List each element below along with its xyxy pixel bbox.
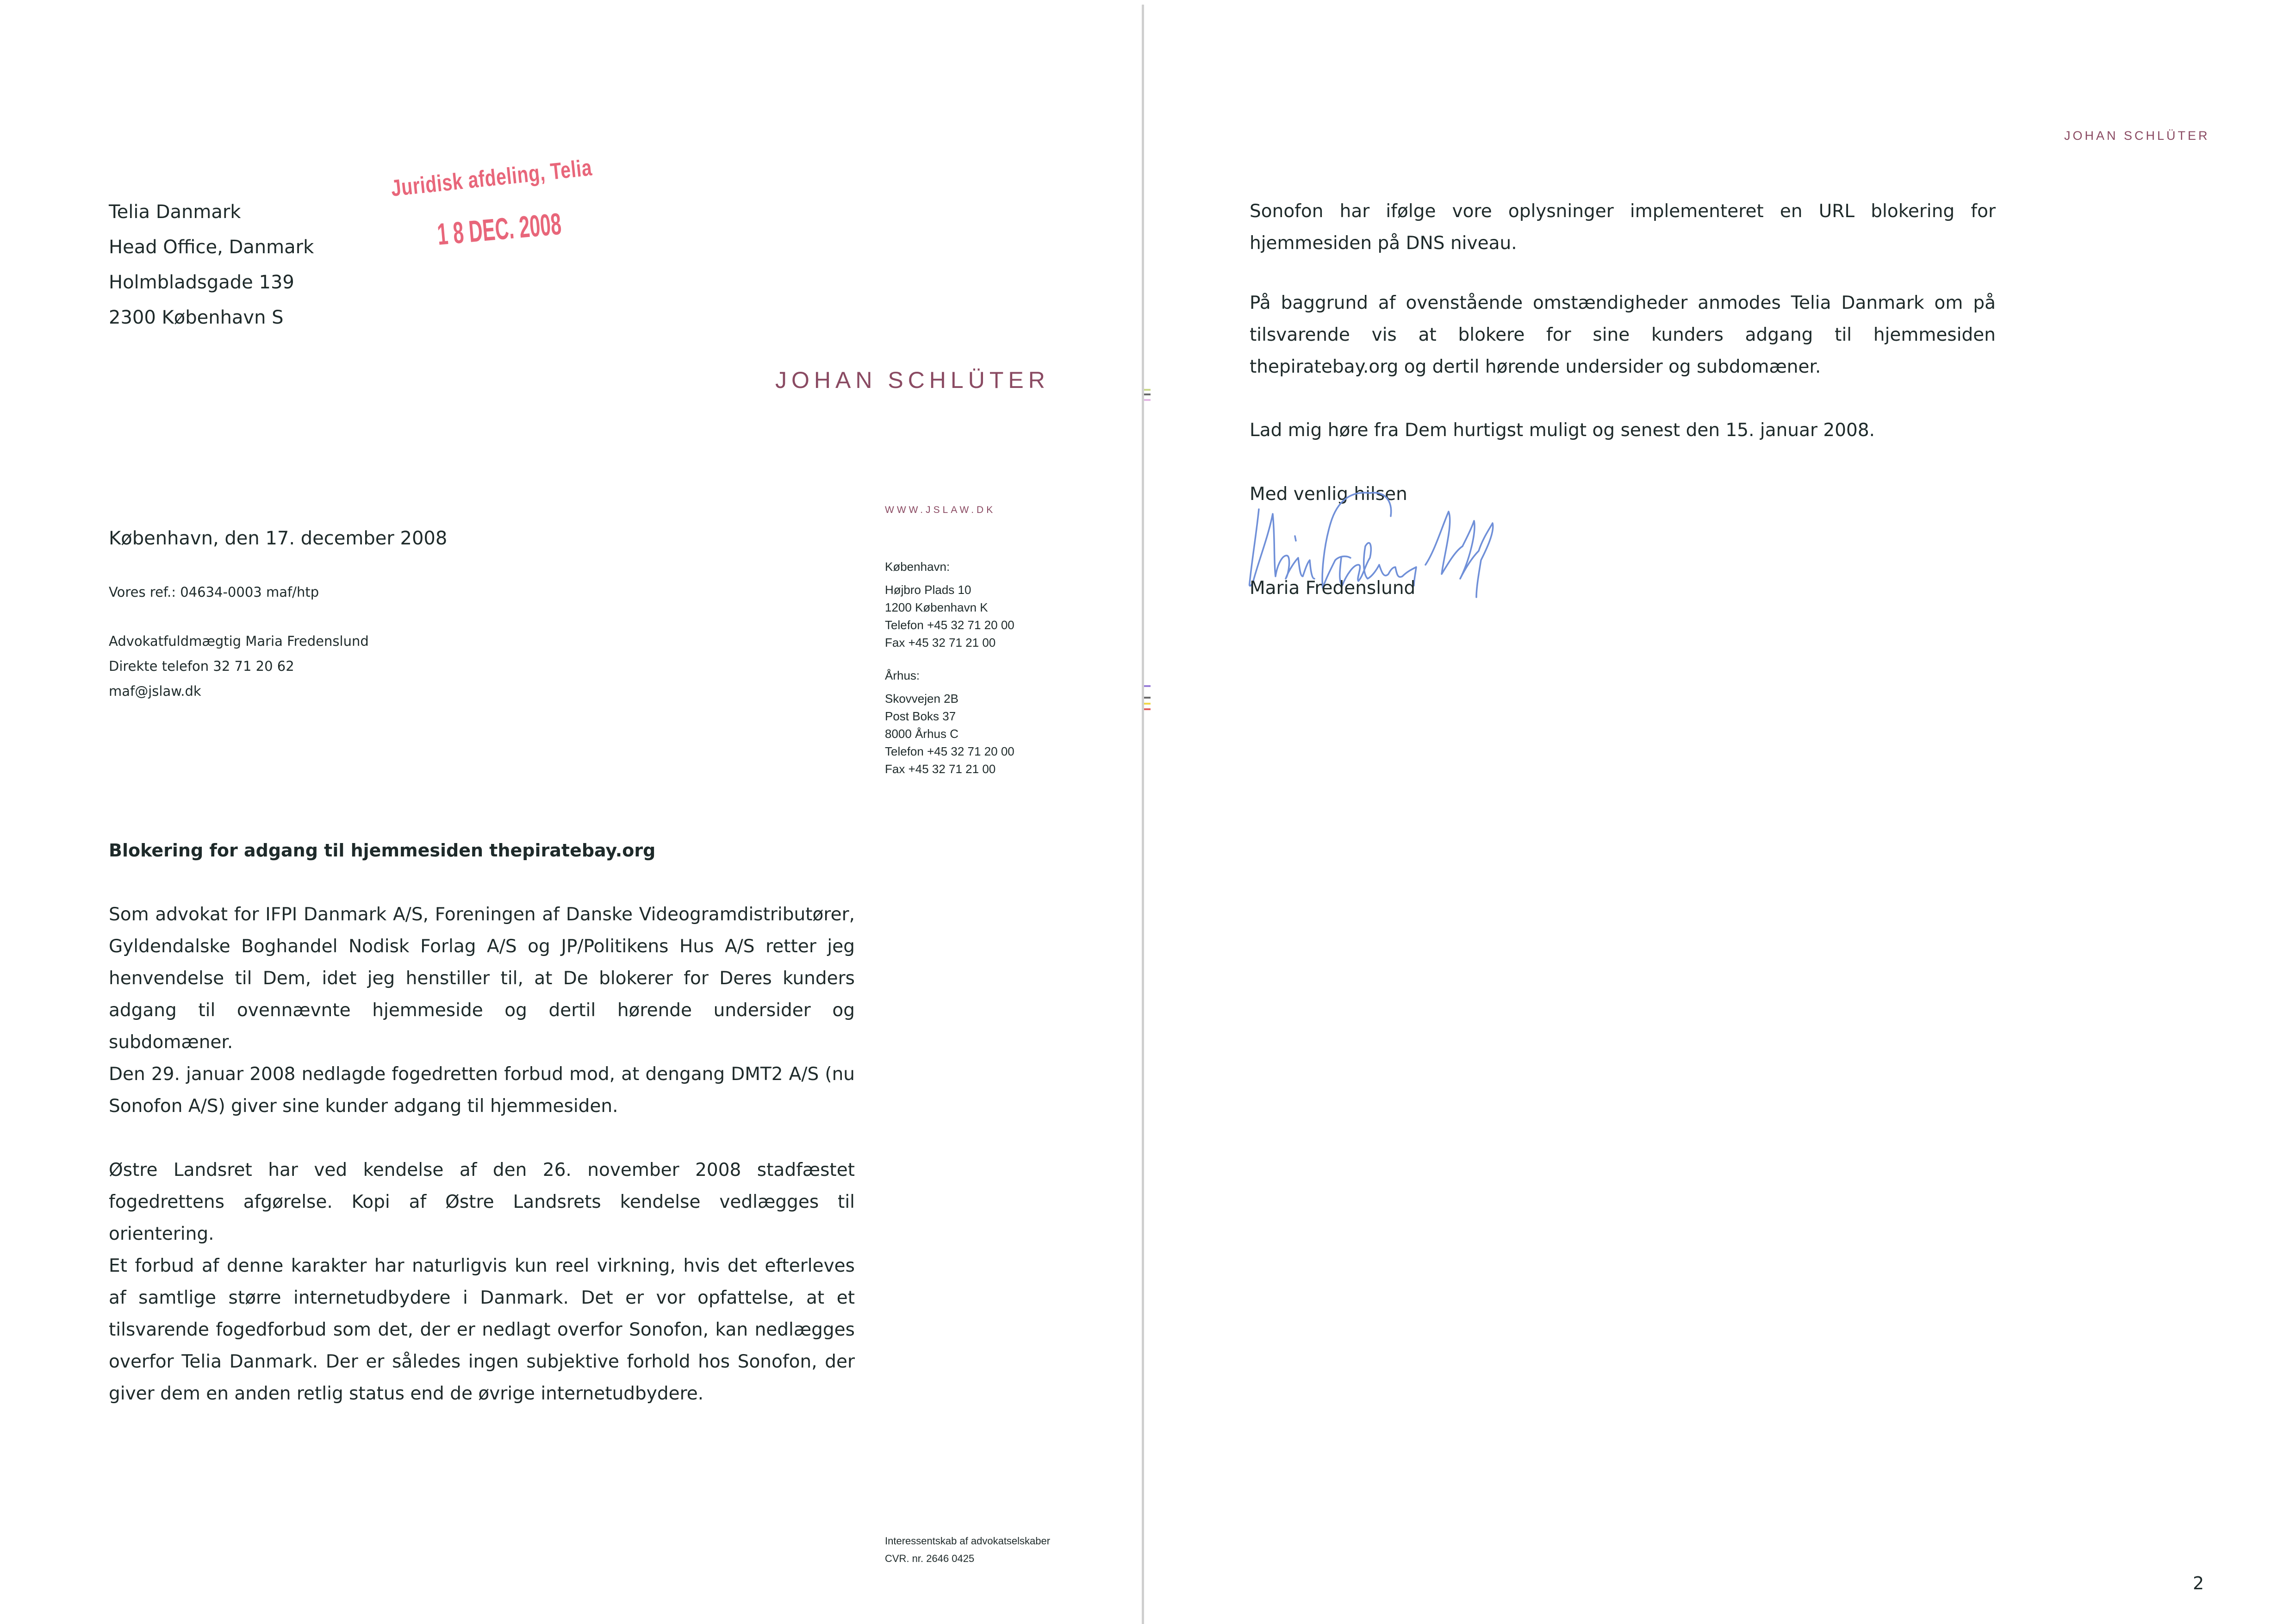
body-paragraph: På baggrund af ovenstående omstændigheder anmodes Telia Danmark om på tilsvarende vis at blokere for sine kunders adgang til hjemmesiden thepiratebay.org og dertil hørende undersider og subdomæner. <box>1250 293 1996 377</box>
firm-logo: JOHAN SCHLÜTER <box>775 367 1050 393</box>
registration-mark <box>1144 703 1151 705</box>
office-line: Fax +45 32 71 21 00 <box>885 636 996 650</box>
sender-title: Advokatfuldmægtig Maria Fredenslund <box>109 633 369 649</box>
recipient-line: 2300 København S <box>109 307 284 328</box>
letter-date: København, den 17. december 2008 <box>109 528 448 549</box>
cvr-number: CVR. nr. 2646 0425 <box>885 1553 975 1564</box>
recipient-line: Holmbladsgade 139 <box>109 272 294 293</box>
office-line: Fax +45 32 71 21 00 <box>885 762 996 776</box>
office-line: 1200 København K <box>885 600 988 614</box>
signature-name: Maria Fredenslund <box>1250 578 1416 599</box>
closing-greeting: Med venlig hilsen <box>1250 484 1407 505</box>
footer <box>885 1532 1050 1568</box>
registration-mark <box>1144 394 1151 395</box>
office-line: Telefon +45 32 71 20 00 <box>885 618 1014 632</box>
sender-email[interactable]: maf@jslaw.dk <box>109 683 201 699</box>
office-line: Telefon +45 32 71 20 00 <box>885 744 1014 758</box>
office-line: Skovvejen 2B <box>885 692 958 706</box>
recipient-line: Telia Danmark <box>109 201 241 223</box>
registration-mark <box>1144 389 1151 391</box>
registration-mark <box>1144 399 1151 401</box>
office-copenhagen <box>885 558 1014 651</box>
office-line: 8000 Århus C <box>885 727 958 741</box>
office-aarhus <box>885 667 1014 778</box>
firm-logo-small: JOHAN SCHLÜTER <box>2064 129 2210 143</box>
office-heading: København: <box>885 560 950 574</box>
recipient-address <box>109 194 314 335</box>
registration-mark <box>1144 708 1151 710</box>
direct-phone: Direkte telefon 32 71 20 62 <box>109 658 294 674</box>
reference: Vores ref.: 04634-0003 maf/htp <box>109 584 319 600</box>
body-paragraph: Østre Landsret har ved kendelse af den 26. november 2008 stadfæstet fogedrettens afgørelse. Kopi af Østre Landsrets kendelse vedlægges til orientering. <box>109 1160 855 1244</box>
body-paragraph: Den 29. januar 2008 nedlagde fogedretten forbud mod, at dengang DMT2 A/S (nu Sonofon A/S) giver sine kunder adgang til hjemmesiden. <box>109 1064 855 1117</box>
registration-mark <box>1144 697 1151 699</box>
letter-subject: Blokering for adgang til hjemmesiden thepiratebay.org <box>109 840 656 861</box>
office-line: Højbro Plads 10 <box>885 583 971 597</box>
received-stamp-date: 1 8 DEC. 2008 <box>436 206 563 251</box>
body-paragraph: Et forbud af denne karakter har naturligvis kun reel virkning, hvis det efterleves af samtlige større internetudbydere i Danmark. Det er vor opfattelse, at et tilsvarende fogedforbud som det, der er nedlagt overfor Sonofon, kan nedlægges overfor Telia Danmark. Der er således ingen subjektive forhold hos Sonofon, der giver dem en anden retlig status end de øvrige internetudbydere. <box>109 1255 855 1404</box>
recipient-line: Head Office, Danmark <box>109 237 314 258</box>
page-divider <box>1142 5 1144 1624</box>
registration-mark <box>1144 685 1151 687</box>
page-number: 2 <box>2193 1573 2204 1593</box>
company-type: Interessentskab af advokatselskaber <box>885 1535 1051 1547</box>
body-paragraph: Som advokat for IFPI Danmark A/S, Foreningen af Danske Videogramdistributører, Gyldendalske Boghandel Nodisk Forlag A/S og JP/Politikens Hus A/S retter jeg henvendelse til Dem, idet jeg henstiller til, at De blokerer for Deres kunders adgang til ovennævnte hjemmeside og dertil hørende undersider og subdomæner. <box>109 904 855 1053</box>
body-paragraph: Sonofon har ifølge vore oplysninger implementeret en URL blokering for hjemmesiden på DNS niveau. <box>1250 201 1996 254</box>
office-line: Post Boks 37 <box>885 709 956 723</box>
office-heading: Århus: <box>885 668 920 682</box>
website-link[interactable]: WWW.JSLAW.DK <box>885 505 996 515</box>
body-paragraph: Lad mig høre fra Dem hurtigst muligt og senest den 15. januar 2008. <box>1250 420 1875 441</box>
received-stamp-department: Juridisk afdeling, Telia <box>390 154 593 201</box>
